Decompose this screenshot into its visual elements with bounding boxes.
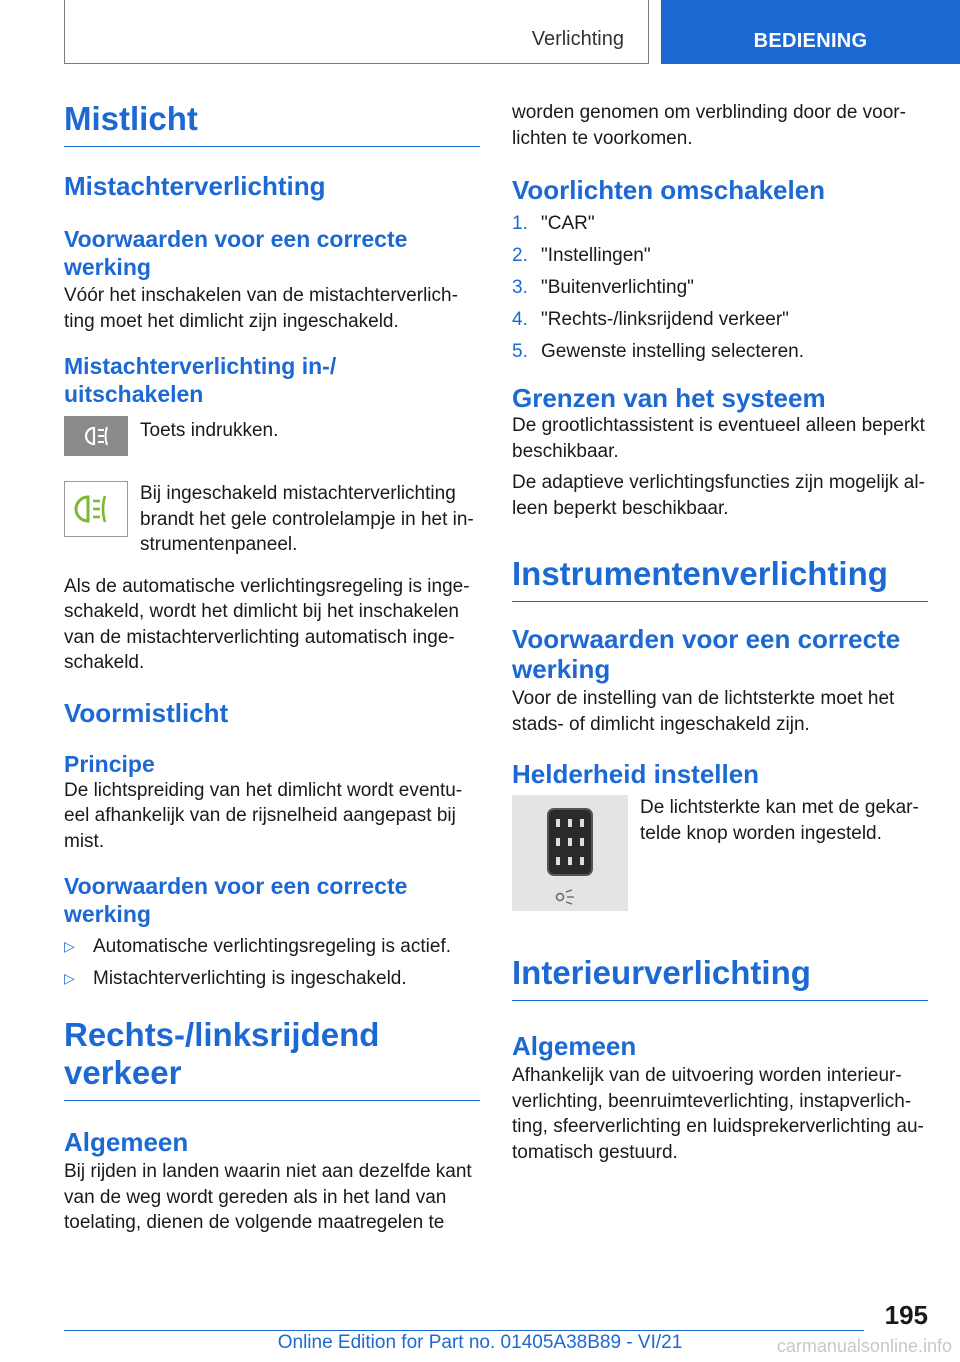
heading-instrumentenverlichting: Instrumentenverlichting <box>512 555 928 602</box>
heading-interieurverlichting: Interieurverlichting <box>512 954 928 1001</box>
fog-indicator-lamp-icon <box>64 481 128 542</box>
paragraph-continued: worden genomen om verblinding door de voor-lichten te voorkomen. <box>512 102 906 149</box>
paragraph-grenzen-1: De grootlichtassistent is eventueel alleen beperkt beschikbaar. <box>512 415 925 462</box>
paragraph-algemeen-2: Afhankelijk van de uitvoering worden interieur-verlichting, beenruimteverlichting, instapverlich-ting, sfeerverlichting en luidsprekerverlichting au-tomatisch gestuurd. <box>512 1065 924 1163</box>
paragraph-controlelampje: Bij ingeschakeld mistachterverlichting brandt het gele controlelampje in het in-strumentenpaneel. <box>140 483 474 555</box>
header-section-title: Verlichting <box>531 28 624 50</box>
heading-rechts-linksrijdend: Rechts-/linksrijdend verkeer <box>64 1016 480 1101</box>
heading-algemeen-2: Algemeen <box>512 1031 637 1061</box>
list-item: 2. "Instellingen" <box>512 245 651 266</box>
heading-mistachter-in-uit: Mistachterverlichting in-/ uitschakelen <box>64 353 337 407</box>
heading-voorwaarden-3: Voorwaarden voor een correcte werking <box>512 624 901 684</box>
heading-voorwaarden-2: Voorwaarden voor een correcte werking <box>64 873 408 927</box>
steps-list <box>512 211 928 365</box>
heading-voorwaarden-1: Voorwaarden voor een correcte werking <box>64 226 408 280</box>
fog-button-row <box>64 416 480 461</box>
header-chapter-tab <box>661 0 960 64</box>
paragraph-voorwaarden-1: Vóór het inschakelen van de mistachterverlich-ting moet het dimlicht zijn ingeschakeld. <box>64 285 458 332</box>
heading-mistlicht: Mistlicht <box>64 100 480 147</box>
paragraph-grenzen-2: De adaptieve verlichtingsfuncties zijn mogelijk al-leen beperkt beschikbaar. <box>512 472 925 519</box>
conditions-list <box>64 934 480 992</box>
heading-helderheid: Helderheid instellen <box>512 759 760 789</box>
dimmer-knob-image <box>512 795 628 916</box>
heading-algemeen: Algemeen <box>64 1127 189 1157</box>
paragraph-toets: Toets indrukken. <box>140 420 279 441</box>
list-item: 3. "Buitenverlichting" <box>512 277 694 298</box>
footer-divider <box>64 1330 864 1331</box>
watermark: carmanualsonline.info <box>776 1336 952 1356</box>
footer-edition: Online Edition for Part no. 01405A38B89 - VI/21 <box>277 1332 683 1353</box>
header-chapter-label: BEDIENING <box>753 30 868 52</box>
indicator-row <box>64 481 480 558</box>
list-item: 5. Gewenste instelling selecteren. <box>512 341 804 362</box>
heading-voormistlicht: Voormistlicht <box>64 697 229 728</box>
heading-grenzen: Grenzen van het systeem <box>512 383 826 413</box>
triangle-bullet-icon: ▷ <box>64 938 75 954</box>
paragraph-automatisch: Als de automatische verlichtingsregeling is inge-schakeld, wordt het dimlicht bij het inschakelen van de mistachterverlichting automatisch inge-schakeld. <box>64 575 470 673</box>
dimmer-row <box>512 795 928 916</box>
left-column <box>64 100 480 1236</box>
triangle-bullet-icon: ▷ <box>64 970 75 986</box>
heading-principe: Principe <box>64 750 155 777</box>
paragraph-helderheid: De lichtsterkte kan met de gekar-telde knop worden ingesteld. <box>640 797 919 844</box>
page-number: 195 <box>884 1300 928 1330</box>
paragraph-algemeen: Bij rijden in landen waarin niet aan dezelfde kant van de weg wordt gereden als in het land van toelating, dienen de volgende maatregelen te <box>64 1161 472 1233</box>
list-item: 4. "Rechts-/linksrijdend verkeer" <box>512 309 789 330</box>
list-item: 1. "CAR" <box>512 213 595 234</box>
paragraph-voorwaarden-3: Voor de instelling van de lichtsterkte moet het stads- of dimlicht ingeschakeld zijn. <box>512 688 895 735</box>
right-column <box>512 100 928 1165</box>
heading-mistachterverlichting: Mistachterverlichting <box>64 171 326 201</box>
heading-voorlichten-omschakelen: Voorlichten omschakelen <box>512 175 826 205</box>
paragraph-principe: De lichtspreiding van het dimlicht wordt eventu-eel afhankelijk van de rijsnelheid aangepast bij mist. <box>64 779 463 852</box>
list-item: ▷ Automatische verlichtingsregeling is actief. <box>64 934 480 960</box>
list-item: ▷ Mistachterverlichting is ingeschakeld. <box>64 966 480 992</box>
header-bar <box>64 0 649 64</box>
fog-light-button-icon <box>64 416 128 461</box>
